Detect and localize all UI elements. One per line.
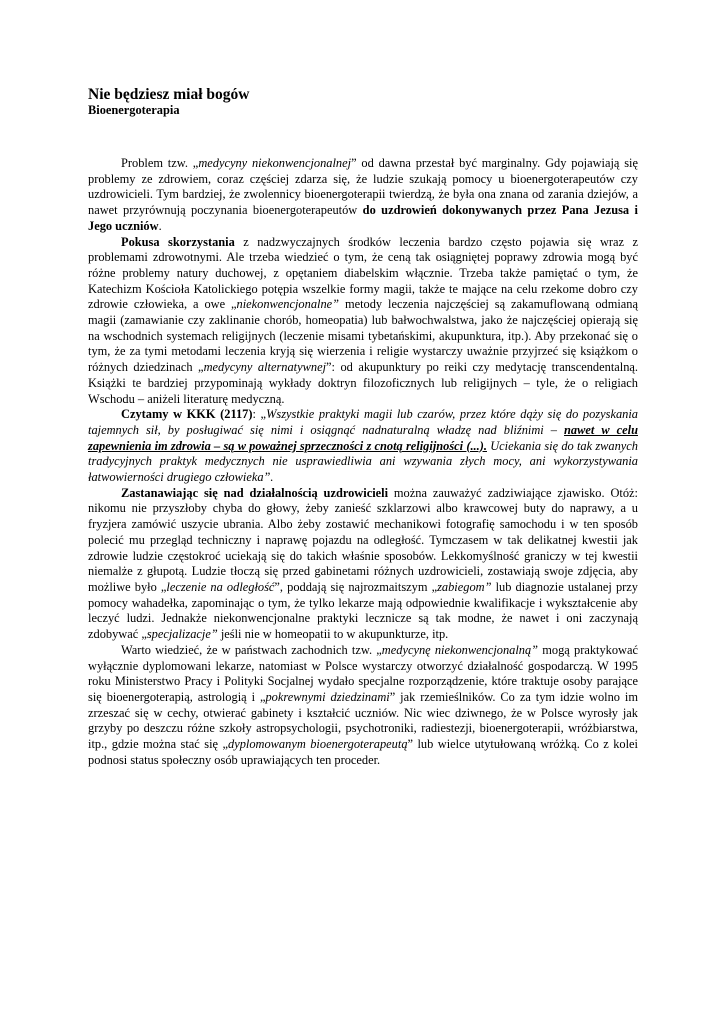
text-run: dyplomowanym bioenergoterapeutą [228,737,408,752]
text-run: Uciekania się do tak zwanych tradycyjnych praktyk medycznych nie usprawiedliwia ani wzywania złych mocy, ani wykorzystywania łatwowierności drugiego człowieka”. [88,438,638,485]
paragraph [88,486,638,643]
document-subtitle: Bioenergoterapia [88,103,180,117]
document-body [88,156,638,768]
paragraph [88,407,638,486]
paragraph [88,643,638,769]
text-run: nawet w celu zapewnienia im zdrowia – są w poważnej sprzeczności z cnotą religijności (...). [88,422,638,453]
text-run: zabiegom” [437,579,492,594]
text-run: leczenie na odległość [166,579,275,594]
text-run: specjalizacje” [146,627,218,642]
text-run: lub diagnozie ustalanej przy pomocy wahadełka, zapominając o tym, że tylko lekarze mają odpowiednie kwalifikacje i wykształcenie aby leczyć ludzi. Jednakże niekonwencjonalne praktyki lecznicze są tak modne, że nawet i oni zaczynają zdobywać „ [88,579,638,642]
text-run: medycynę niekonwencjonalną” [381,642,539,657]
text-run: ” od dawna przestał być marginalny. Gdy pojawiają się problemy ze zdrowiem, coraz częściej zdarza się, że ludzie szukają pomocy u bioenergoterapeutów czy uzdrowicieli. Tym bardziej, że zwolennicy bioenergoterapii twierdzą, że była ona znana od zarania dziejów, a nawet przyrównują poczynania bioenergoterapeutów [88,156,638,218]
text-run: pokrewnymi dziedzinami [265,689,390,704]
text-run: mogą praktykować wyłącznie dyplomowani lekarze, natomiast w Polsce wystarczy otworzyć działalność gospodarczą. W 1995 roku Ministerstwo Pracy i Polityki Socjalnej wydało specjalne rozporządzenie, które traktuje osoby parające się bioenergoterapią, astrologią i „ [88,642,638,704]
text-run: Problem tzw. „ [121,156,199,170]
text-run: ”, poddają się najrozmaitszym „ [274,579,438,594]
text-run: z nadzwyczajnych środków leczenia bardzo często pojawia się wraz z problemami zdrowotnymi. Ale trzeba wiedzieć o tym, że ceną tak osiągniętej poprawy zdrowia mogą być różne problemy natury duchowej, z opętaniem diabelskim włącznie. Trzeba także pamiętać o tym, że Katechizm Kościoła Katolickiego potępia wszelkie formy magii, także te mające na celu rzekome dobro czy zdrowie człowieka, a owe „ [88,234,638,312]
text-run: Wszystkie praktyki magii lub czarów, przez które dąży się do pozyskania tajemnych sił, by posługiwać się nimi i osiągnąć nadnaturalną władzę nad bliźnimi – [88,407,638,437]
paragraph [88,156,638,235]
text-run: : „ [252,407,267,422]
text-run: Zastanawiając się nad działalnością uzdrowicieli [121,485,389,500]
text-run: Czytamy w KKK (2117) [121,407,253,422]
document-page [88,86,638,768]
text-run: Warto wiedzieć, że w państwach zachodnich tzw. „ [121,642,382,657]
text-run: do uzdrowień dokonywanych przez Pana Jezusa i Jego uczniów [88,203,638,233]
text-run: ” lub wielce utytułowaną wróżką. Co z kolei podnosi status społeczny osób uprawiających ten proceder. [88,737,638,767]
text-run: można zauważyć zadziwiające zjawisko. Otóż: nikomu nie przyszłoby chyba do głowy, żeby zanieść szklarzowi albo krawcowej buty do naprawy, a u fryzjera zamówić uszycie ubrania. Albo żeby zostawić mechanikowi fotografię samochodu i w ten sposób polecić mu przegląd techniczny i naprawę pojazdu na odległość. Tymczasem w tak delikatnej kwestii jak zdrowie ludzie częstokroć uciekają się do takich właśnie sposobów. Lekkomyślność graniczy w tej kwestii niemalże z głupotą. Ludzie tłoczą się przed gabinetami różnych uzdrowicieli, zostawiają swoje zdjęcia, aby możliwe było „ [88,485,638,594]
text-run: ”: od akupunktury po reiki czy medytację transcendentalną. Książki te bardziej przypominają wykłady doktryn filozoficznych lub religijnych – tyle, że o religiach Wschodu – aniżeli literaturę medyczną. [88,360,638,406]
text-run: Pokusa skorzystania [121,234,235,249]
text-run: ” jak rzemieślników. Co za tym idzie wolno im zrzeszać się w cechy, otwierać gabinety i kształcić uczniów. Nic wiec dziwnego, że w Polsce wyrosły jak grzyby po deszczu różne szkoły astropsychologii, psychotroniki, radiestezji, bioenergoterapii, wróżbiarstwa, itp., gdzie można stać się „ [88,689,638,752]
document-title: Nie będziesz miał bogów [88,86,250,103]
text-run: jeśli nie w homeopatii to w akupunkturze, itp. [217,627,449,642]
text-run: niekonwencjonalne” [236,297,340,312]
text-run: medycyny alternatywnej [203,360,327,375]
paragraph [88,235,638,408]
text-run: medycyny niekonwencjonalnej [198,156,352,170]
text-run: metody leczenia najczęściej są zakamuflowaną odmianą magii (zamawianie czy zaklinanie chorób, homeopatia) lub bałwochwalstwa, jako że najczęściej opierają się na wschodnich systemach religijnych (leczenie misami tybetańskimi, akupunktura, itp.). Aby przekonać się o tym, że za tymi metodami leczenia kryją się wierzenia i religie wystarczy uważnie przyjrzeć się książkom o różnych dziedzinach „ [88,297,638,375]
text-run: . [158,218,162,233]
